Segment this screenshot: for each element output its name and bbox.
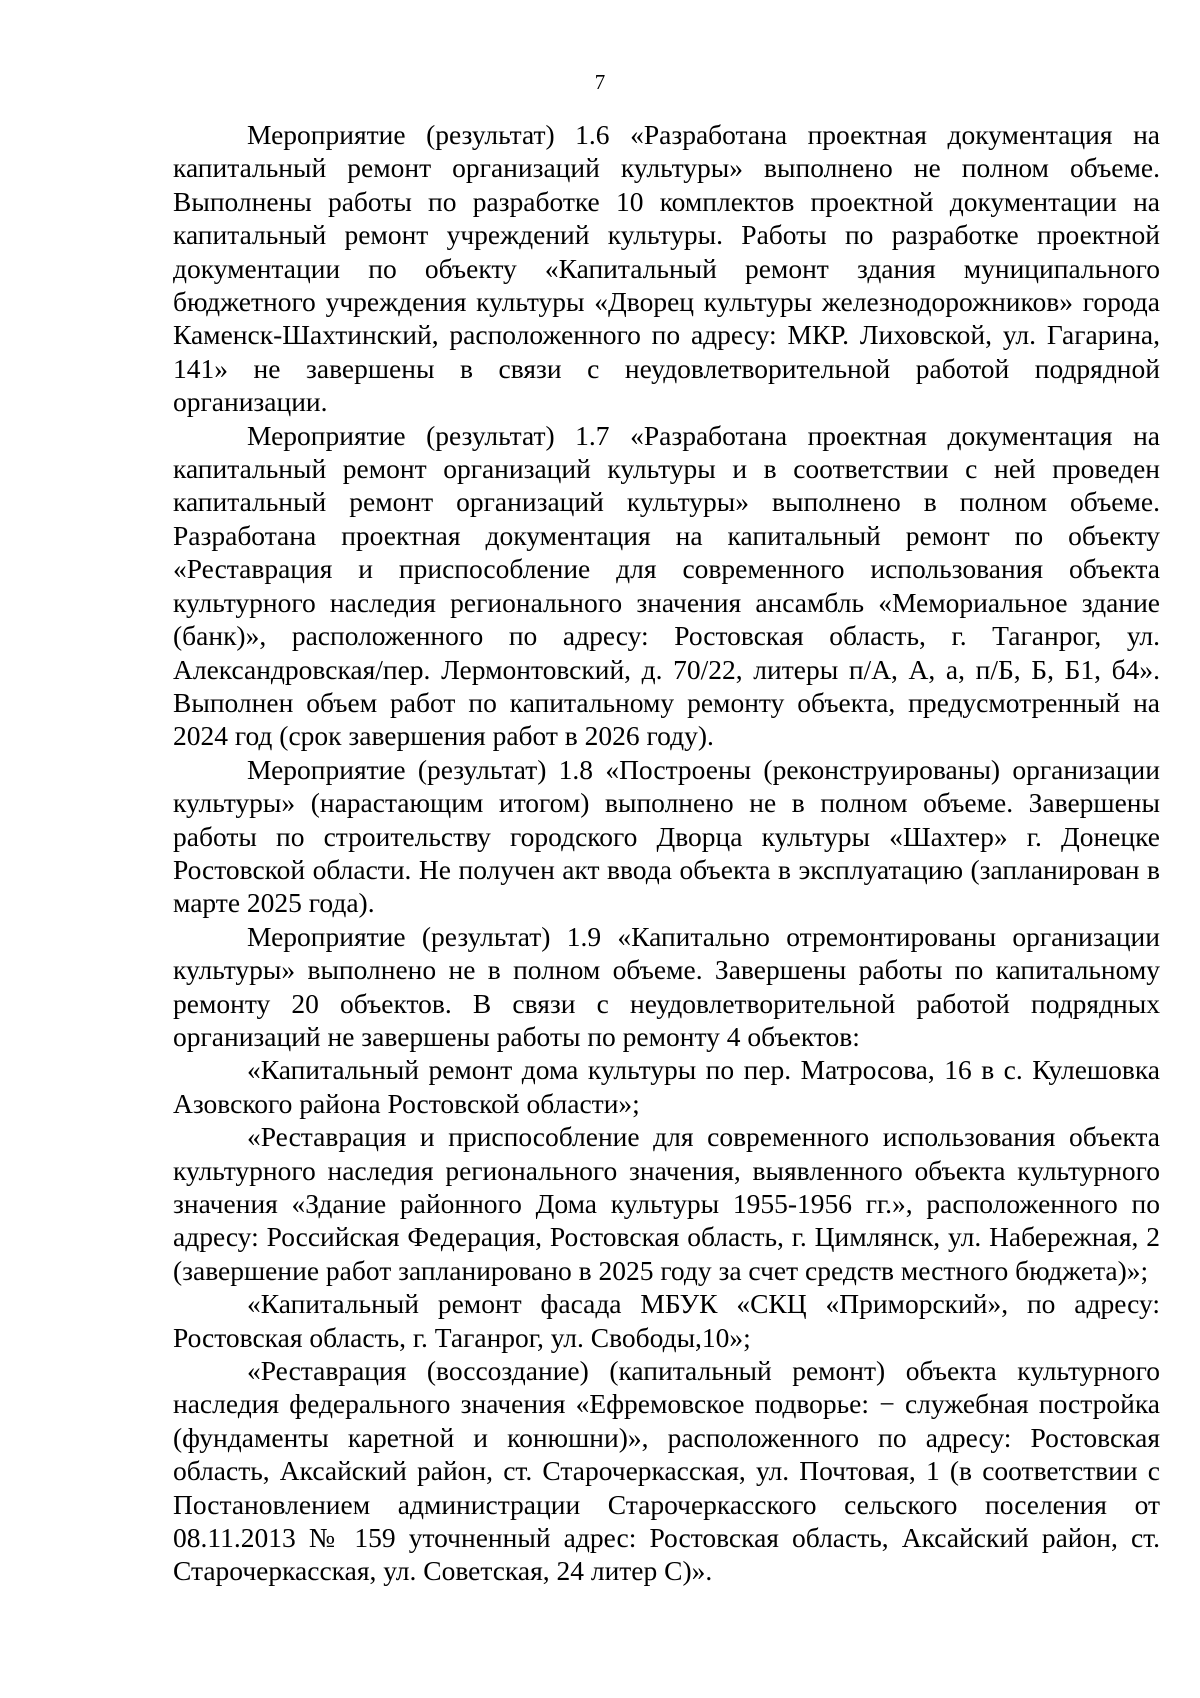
page-number: 7 — [594, 70, 606, 94]
document-body — [173, 118, 1160, 1588]
paragraph-measure-1-7: Мероприятие (результат) 1.7 «Разработана проектная документация на капитальный ремонт организаций культуры и в соответствии с ней проведен капитальный ремонт организаций культуры» выполнено в полном объеме. Разработана проектная документация на капитальный ремонт по объекту «Реставрация и приспособление для современного использования объекта культурного наследия регионального значения ансамбль «Мемориальное здание (банк)», расположенного по адресу: Ростовская область, г. Таганрог, ул. Александровская/пер. Лермонтовский, д. 70/22, литеры п/А, А, а, п/Б, Б, Б1, б4». Выполнен объем работ по капитальному ремонту объекта, предусмотренный на 2024 год (срок завершения работ в 2026 году). — [173, 419, 1160, 752]
paragraph-measure-1-9: Мероприятие (результат) 1.9 «Капитально отремонтированы организации культуры» выполнено не в полном объеме. Завершены работы по капитальному ремонту 20 объектов. В связи с неудовлетворительной работой подрядных организаций не завершены работы по ремонту 4 объектов: — [173, 920, 1160, 1052]
paragraph-measure-1-6: Мероприятие (результат) 1.6 «Разработана проектная документация на капитальный ремонт организаций культуры» выполнено не полном объеме. Выполнены работы по разработке 10 комплектов проектной документации на капитальный ремонт учреждений культуры. Работы по разработке проектной документации по объекту «Капитальный ремонт здания муниципального бюджетного учреждения культуры «Дворец культуры железнодорожников» города Каменск-Шахтинский, расположенного по адресу: МКР. Лиховской, ул. Гагарина, 141» не завершены в связи с неудовлетворительной работой подрядной организации. — [173, 119, 1160, 418]
paragraph-measure-1-8: Мероприятие (результат) 1.8 «Построены (реконструированы) организации культуры» (нарастающим итогом) выполнено не в полном объеме. Завершены работы по строительству городского Дворца культуры «Шахтер» г. Донецке Ростовской области. Не получен акт ввода объекта в эксплуатацию (запланирован в марте 2025 года). — [173, 753, 1160, 919]
paragraph-object-efremovskoe: «Реставрация (воссоздание) (капитальный ремонт) объекта культурного наследия федерального значения «Ефремовское подворье: − служебная постройка (фундаменты каретной и конюшни)», расположенного по адресу: Ростовская область, Аксайский район, ст. Старочеркасская, ул. Почтовая, 1 (в соответствии с Постановлением администрации Старочеркасского сельского поселения от 08.11.2013 № 159 уточненный адрес: Ростовская область, Аксайский район, ст. Старочеркасская, ул. Советская, 24 литер С)». — [173, 1355, 1160, 1587]
paragraph-object-tsimlyansk: «Реставрация и приспособление для современного использования объекта культурного наследия регионального значения, выявленного объекта культурного значения «Здание районного Дома культуры 1955-1956 гг.», расположенного по адресу: Российская Федерация, Ростовская область, г. Цимлянск, ул. Набережная, 2 (завершение работ запланировано в 2025 году за счет средств местного бюджета)»; — [173, 1121, 1160, 1286]
paragraph-object-primorsky: «Капитальный ремонт фасада МБУК «СКЦ «Приморский», по адресу: Ростовская область, г. Таганрог, ул. Свободы,10»; — [173, 1288, 1160, 1353]
paragraph-object-kuleshovka: «Капитальный ремонт дома культуры по пер. Матросова, 16 в с. Кулешовка Азовского района Ростовской области»; — [173, 1054, 1160, 1119]
